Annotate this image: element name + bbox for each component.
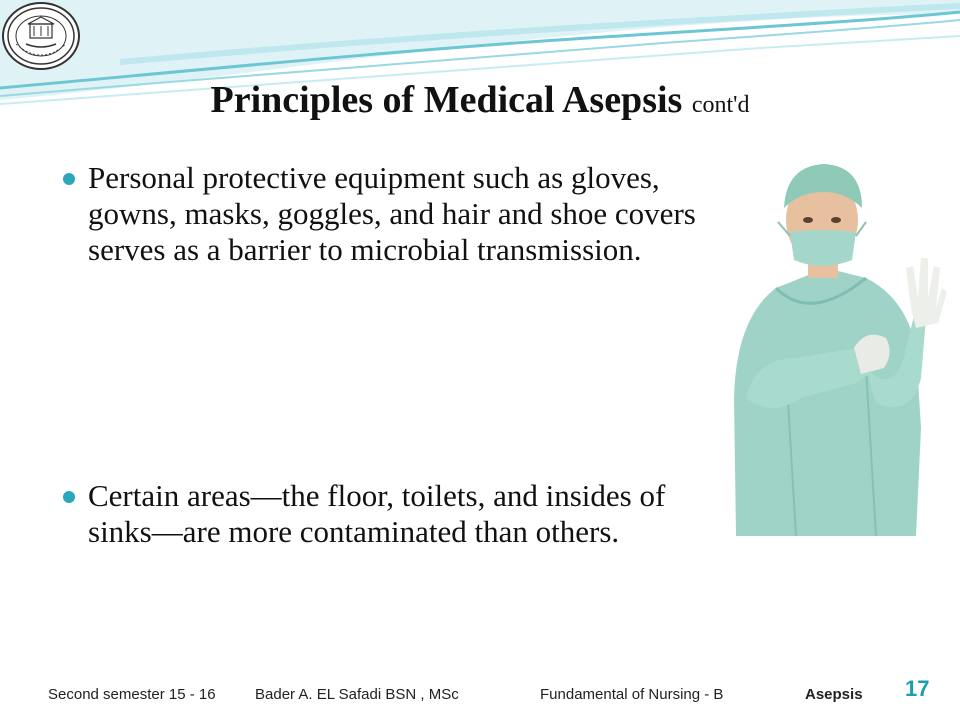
bullet-dot-icon (63, 491, 75, 503)
footer-course: Fundamental of Nursing - B (540, 686, 724, 703)
footer-author: Bader A. EL Safadi BSN , MSc (255, 686, 459, 703)
slide-title-suffix: cont'd (691, 92, 750, 118)
surgeon-photo (716, 148, 948, 536)
slide-title (0, 78, 960, 122)
bullet-text: Certain areas—the floor, toilets, and insides of sinks—are more contaminated than others. (88, 478, 666, 549)
page-number: 17 (905, 676, 930, 701)
bullet-item (60, 478, 710, 550)
university-seal-icon (4, 4, 78, 68)
surgeon-in-gown-icon (716, 148, 948, 536)
bullet-item (60, 160, 710, 268)
university-logo (2, 2, 80, 70)
bullet-text: Personal protective equipment such as gloves, gowns, masks, goggles, and hair and shoe covers serves as a barrier to microbial transmission. (88, 160, 696, 267)
slide-title-main: Principles of Medical Asepsis (210, 79, 683, 121)
bullet-dot-icon (63, 173, 75, 185)
footer-semester: Second semester 15 - 16 (48, 686, 216, 703)
slide-footer (48, 686, 948, 708)
footer-topic: Asepsis (805, 686, 863, 703)
